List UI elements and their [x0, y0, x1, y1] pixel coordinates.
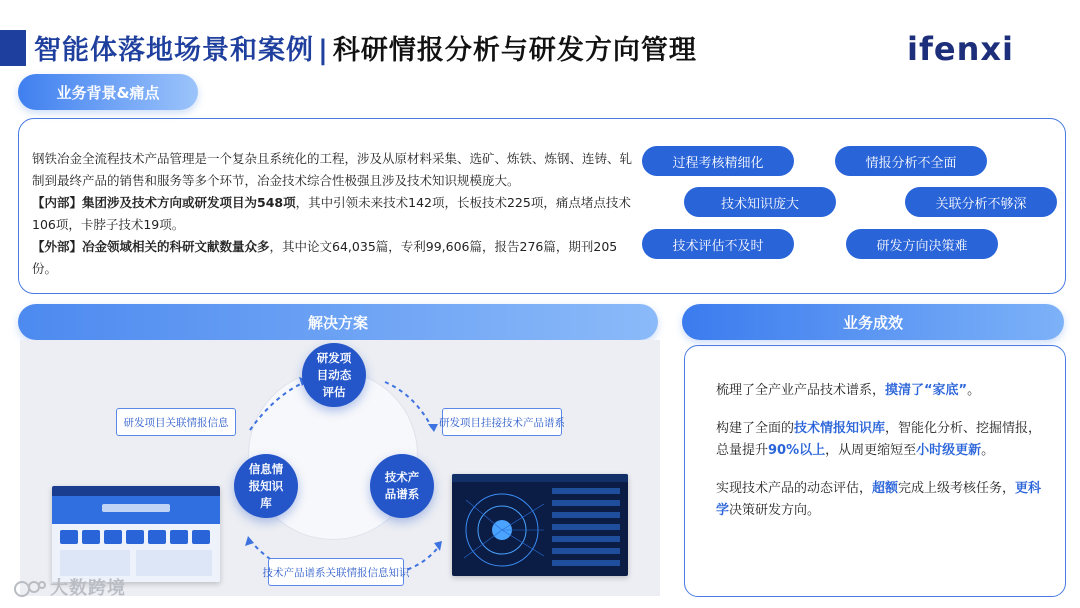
label-lineage-intel: 技术产品谱系关联情报信息知识: [268, 558, 404, 586]
arrow-head: [245, 536, 254, 546]
label-project-intel: 研发项目关联情报信息: [116, 408, 236, 436]
watermark-text: 大数跨境: [50, 578, 126, 599]
title-accent-bar: [0, 30, 26, 66]
internal-bold: 集团涉及技术方向或研发项目为548项: [82, 195, 296, 210]
external-rest: ，其中论文64,035篇，专利99,606篇，报告276篇，期刊205份。: [32, 239, 618, 276]
pain-tag-evaluation: 技术评估不及时: [642, 229, 794, 259]
results-heading: 业务成效: [682, 304, 1064, 340]
node-project-eval: 研发项目动态评估: [302, 343, 366, 407]
background-text: [32, 148, 632, 280]
external-bold: 冶金领域相关的科研文献数量众多: [82, 239, 270, 254]
result-item: 实现技术产品的动态评估，超额完成上级考核任务，更科学决策研发方向。: [716, 481, 1042, 518]
pain-tag-intel: 情报分析不全面: [835, 146, 987, 176]
solution-heading: 解决方案: [18, 304, 658, 340]
page-title-main: 智能体落地场景和案例: [34, 35, 314, 66]
arc-right-top: [385, 382, 432, 428]
pain-tag-knowledge: 技术知识庞大: [684, 187, 836, 217]
node-tech-lineage: 技术产品谱系: [370, 454, 434, 518]
pain-tag-correlation: 关联分析不够深: [905, 187, 1057, 217]
watermark-icon: [12, 579, 46, 599]
results-text: [716, 380, 1046, 538]
internal-rest: ，其中引领未来技术142项，长板技术225项，痛点堵点技术106项，卡脖子技术19项。: [32, 195, 631, 232]
lineage-screenshot-image: [452, 474, 628, 576]
lineage-screenshot-thumbnail: [452, 474, 628, 576]
pain-tag-decision: 研发方向决策难: [846, 229, 998, 259]
page-subtitle: 科研情报分析与研发方向管理: [332, 35, 697, 66]
kb-screenshot-thumbnail: [52, 486, 220, 582]
kb-screenshot-image: [52, 486, 220, 582]
result-item: 构建了全面的技术情报知识库，智能化分析、挖掘情报，总量提升90%以上，从周更缩短至小时级更新。: [716, 421, 1042, 458]
page-title: [34, 28, 697, 67]
internal-prefix: 【内部】: [32, 195, 83, 210]
background-heading: 业务背景&痛点: [18, 74, 198, 110]
pain-tag-process: 过程考核精细化: [642, 146, 794, 176]
node-intel-kb: 信息情报知识库: [234, 454, 298, 518]
internal-paragraph: [32, 192, 632, 236]
result-item: 梳理了全产业产品技术谱系，摸清了“家底”。: [716, 383, 981, 398]
label-project-lineage: 研发项目挂接技术产品谱系: [442, 408, 562, 436]
ifenxi-logo: ifenxi: [907, 30, 1014, 68]
watermark: [12, 574, 126, 600]
external-prefix: 【外部】: [32, 239, 83, 254]
arrow-head: [428, 424, 438, 432]
external-paragraph: [32, 236, 632, 280]
arc-left-top: [250, 382, 305, 430]
background-paragraph: 钢铁冶金全流程技术产品管理是一个复杂且系统化的工程，涉及从原材料采集、选矿、炼铁、炼钢、连铸、轧制到最终产品的销售和服务等多个环节，冶金技术综合性极强且涉及技术知识规模庞大。: [32, 151, 633, 188]
title-separator: |: [318, 35, 329, 66]
